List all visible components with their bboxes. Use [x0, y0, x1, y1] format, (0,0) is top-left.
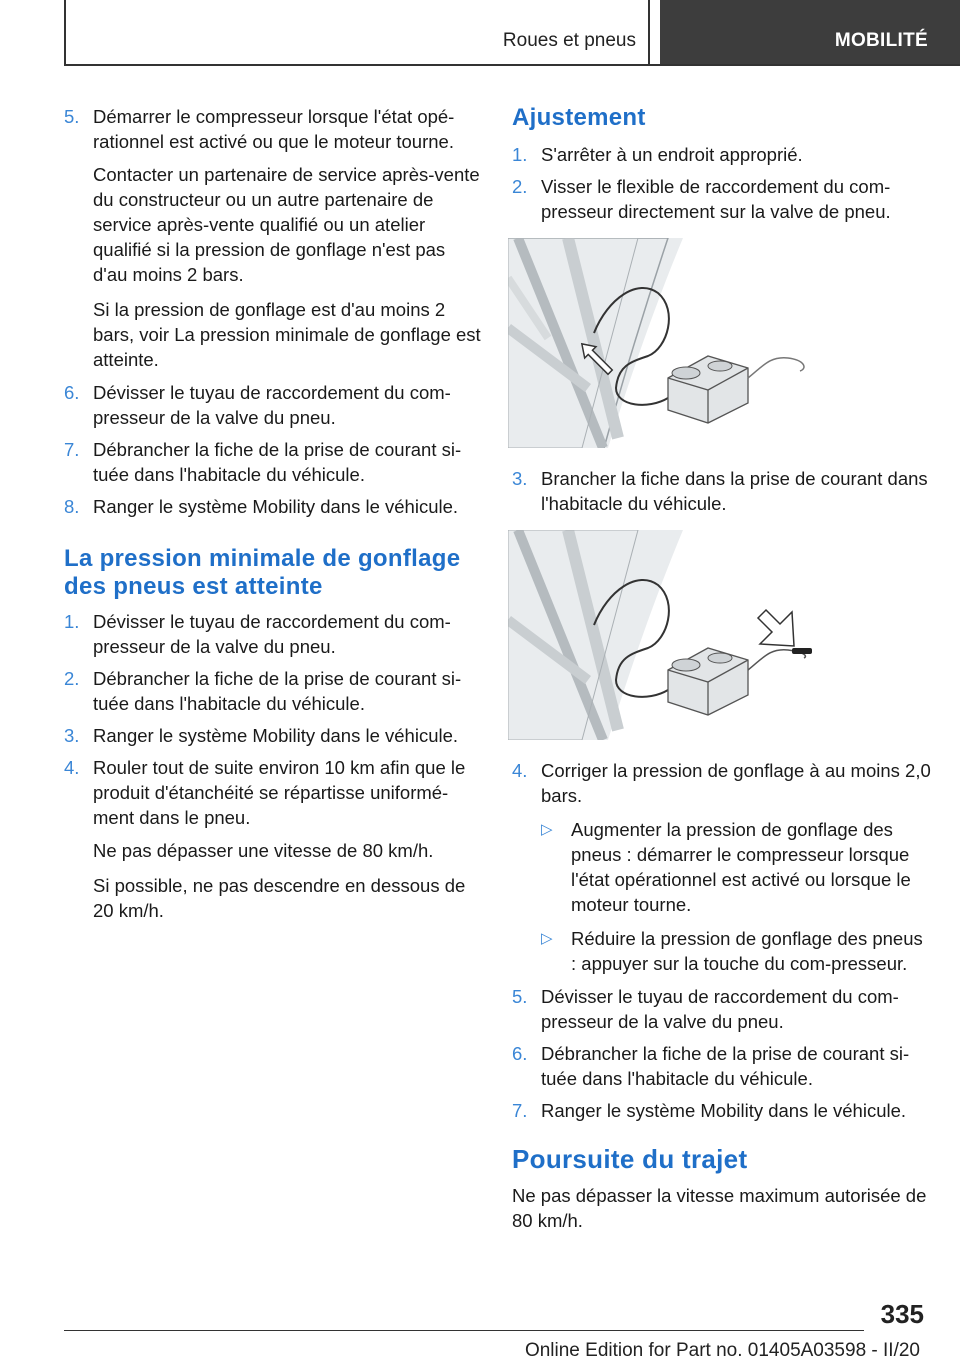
step-item	[64, 437, 484, 487]
step-item	[512, 174, 932, 224]
step-text: Rouler tout de suite environ 10 km afin que le produit d'étanchéité se répartisse uniformé-ment dans le pneu.	[93, 757, 466, 828]
paragraph: Contacter un partenaire de service après-vente du constructeur ou un autre partenaire de service après-vente qualifié ou un atelier qualifié si la pression de gonflage n'est pas d'au moins 2 bars.	[93, 164, 480, 285]
step-text: Débrancher la fiche de la prise de courant si-tuée dans l'habitacle du véhicule.	[93, 439, 462, 485]
sub-item	[512, 926, 932, 976]
step-text: Corriger la pression de gonflage à au moins 2,0 bars.	[541, 760, 931, 806]
step-item	[64, 723, 484, 748]
step-item	[512, 1098, 932, 1123]
sub-text: Augmenter la pression de gonflage des pneus : démarrer le compresseur lorsque l'état opérationnel est activé ou lorsque le moteur tourne.	[571, 819, 911, 915]
section-title: Roues et pneus	[502, 30, 636, 51]
header-separator	[648, 0, 650, 66]
step-text: Débrancher la fiche de la prise de courant si-tuée dans l'habitacle du véhicule.	[93, 668, 462, 714]
step-number: 5.	[512, 986, 528, 1007]
step-text: Ranger le système Mobility dans le véhicule.	[541, 1100, 907, 1121]
section-heading: Ajustement	[512, 104, 646, 131]
triangle-bullet-icon: ▷	[541, 821, 553, 838]
step-item	[64, 494, 484, 519]
sub-item	[512, 817, 932, 917]
step-text: Ranger le système Mobility dans le véhicule.	[93, 725, 459, 746]
step-number: 8.	[64, 496, 80, 517]
step-number: 2.	[512, 176, 528, 197]
step-item	[512, 142, 932, 167]
section-heading: La pression minimale de gonflage des pneus est atteinte	[64, 545, 461, 600]
paragraph: Ne pas dépasser une vitesse de 80 km/h.	[93, 840, 434, 861]
step-text: Dévisser le tuyau de raccordement du com-presseur de la valve du pneu.	[541, 986, 899, 1032]
step-item	[512, 758, 932, 808]
step-text: S'arrêter à un endroit approprié.	[541, 144, 803, 165]
step-item	[64, 104, 484, 154]
step-number: 3.	[512, 468, 528, 489]
step-text: Démarrer le compresseur lorsque l'état opé-rationnel est activé ou que le moteur tourne.	[93, 106, 455, 152]
step-number: 4.	[512, 760, 528, 781]
triangle-bullet-icon: ▷	[541, 930, 553, 947]
step-text: Ranger le système Mobility dans le véhicule.	[93, 496, 459, 517]
step-text: Dévisser le tuyau de raccordement du com-presseur de la valve du pneu.	[93, 382, 451, 428]
sub-text: Réduire la pression de gonflage des pneus : appuyer sur la touche du com-presseur.	[571, 928, 923, 974]
step-text: Visser le flexible de raccordement du com-presseur directement sur la valve de pneu.	[541, 176, 891, 222]
step-number: 1.	[512, 144, 528, 165]
step-number: 6.	[512, 1043, 528, 1064]
step-number: 2.	[64, 668, 80, 689]
step-item	[512, 466, 932, 516]
step-item	[512, 1041, 932, 1091]
compressor-plug-illustration	[508, 530, 828, 740]
paragraph: Si possible, ne pas descendre en dessous de 20 km/h.	[93, 875, 466, 921]
compressor-valve-illustration	[508, 238, 828, 448]
step-number: 6.	[64, 382, 80, 403]
paragraph: Si la pression de gonflage est d'au moins 2 bars, voir La pression minimale de gonflage est atteinte.	[93, 299, 481, 370]
step-item	[64, 609, 484, 659]
header-rule	[64, 64, 960, 66]
header-left-rule	[64, 0, 66, 66]
step-item	[64, 380, 484, 430]
step-number: 3.	[64, 725, 80, 746]
step-number: 7.	[512, 1100, 528, 1121]
step-item	[64, 666, 484, 716]
footer-rule	[64, 1330, 864, 1331]
step-number: 7.	[64, 439, 80, 460]
page-number: 335	[880, 1299, 924, 1329]
step-text: Dévisser le tuyau de raccordement du com-presseur de la valve du pneu.	[93, 611, 451, 657]
chapter-label: MOBILITÉ	[834, 30, 928, 51]
step-number: 4.	[64, 757, 80, 778]
step-text: Brancher la fiche dans la prise de courant dans l'habitacle du véhicule.	[541, 468, 928, 514]
step-item	[64, 755, 484, 830]
step-text: Débrancher la fiche de la prise de courant si-tuée dans l'habitacle du véhicule.	[541, 1043, 910, 1089]
edition-note: Online Edition for Part no. 01405A03598 - II/20	[524, 1340, 920, 1361]
paragraph: Ne pas dépasser la vitesse maximum autorisée de 80 km/h.	[512, 1185, 927, 1231]
section-heading: Poursuite du trajet	[512, 1144, 748, 1174]
right-column	[512, 104, 932, 1233]
step-item	[512, 984, 932, 1034]
left-column	[64, 104, 484, 923]
chapter-tab[interactable]	[660, 0, 960, 64]
step-number: 5.	[64, 106, 80, 127]
step-number: 1.	[64, 611, 80, 632]
